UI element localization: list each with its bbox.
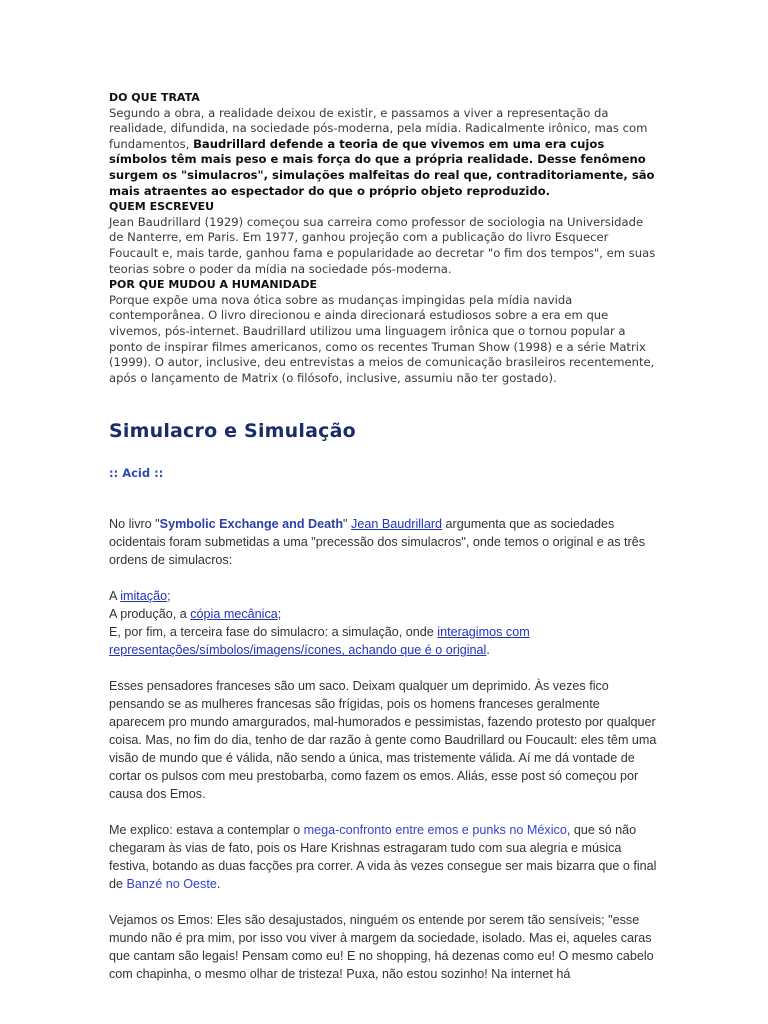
- text: .: [486, 643, 490, 658]
- section-body-quem-escreveu: Jean Baudrillard (1929) começou sua carreira como professor de sociologia na Universidade de Nanterre, em Paris. Em 1977, ganhou projeção com a publicação do livro Esquecer Foucault e, mais tarde, ganhou fama e popularidade ao decretar "o fim dos tempos", em suas teorias sobre o poder da mídia na sociedade pós-moderna.: [109, 214, 656, 276]
- section-bold-text: Baudrillard defende a teoria de que vivemos em uma era cujos símbolos têm mais peso e mais força do que a própria realidade. Desse fenômeno surgem os "simulacros", simulações malfeitas do real que, contraditoriamente, são mais atraentes ao espectador do que o próprio objeto reproduzido.: [109, 136, 655, 198]
- text: .: [216, 877, 221, 892]
- banze-no-oeste-link[interactable]: Banzé no Oeste: [126, 877, 217, 892]
- section-heading-por-que-mudou: POR QUE MUDOU A HUMANIDADE: [109, 278, 317, 292]
- paragraph-pensadores: Esses pensadores franceses são um saco. Deixam qualquer um deprimido. Às vezes fico pensando se as mulheres francesas são frígidas, pois os homens franceses geralmente aparecem pro mundo amargurados, mal-humorados e pessimistas, fazendo protesto por qualquer coisa. Mas, no fim do dia, tenho de dar razão à gente como Baudrillard ou Foucault: eles têm uma visão de mundo que é válida, não sendo a única, mas tristemente válida. Aí me dá vontade de cortar os pulsos com meu prestobarba, como fazem os emos. Aliás, esse post só começou por causa dos Emos.: [109, 679, 657, 802]
- post-author: :: Acid ::: [109, 466, 164, 481]
- section-text: Segundo a obra, a realidade deixou de existir, e passamos a viver a representação da realidade, difundida, na sociedade pós-moderna, pela mídia. Radicalmente irônico, mas com fundamentos,: [109, 105, 648, 151]
- author-link[interactable]: Jean Baudrillard: [351, 517, 443, 532]
- post-title: Simulacro e Simulação: [109, 420, 356, 443]
- paragraph-emos: Vejamos os Emos: Eles são desajustados, ninguém os entende por serem tão sensíveis; "esse mundo não é pra mim, por isso vou viver à margem da sociedade, isolado. Mas ei, aqueles caras que cantam são legais! Pensam como eu! E no shopping, há dezenas como eu! O mesmo cabelo com chapinha, o mesmo olhar de tristeza! Puxa, não estou sozinho! Na internet há: [109, 913, 654, 982]
- mega-confronto-link[interactable]: mega-confronto entre emos e punks no México: [303, 823, 567, 838]
- book-title: Symbolic Exchange and Death: [159, 517, 344, 532]
- text: ;: [277, 607, 282, 622]
- text: , que só não chegaram às vias de fato, pois os Hare Krishnas estragaram tudo com sua alegria e música festiva, botando as duas facções pra correr. A vida às vezes consegue ser mais bizarra que o final de: [109, 823, 657, 892]
- copia-mecanica-link[interactable]: cópia mecânica: [190, 607, 278, 622]
- text: A produção, a: [109, 607, 191, 622]
- paragraph-explico: [109, 821, 659, 893]
- section-body-do-que-trata: [109, 106, 659, 200]
- section-heading-quem-escreveu: QUEM ESCREVEU: [109, 200, 215, 214]
- paragraph-intro: [109, 515, 659, 569]
- imitacao-link[interactable]: imitação: [120, 589, 168, 604]
- text: A: [109, 589, 121, 604]
- paragraph-orders: [109, 587, 659, 659]
- document-page: [109, 90, 659, 983]
- section-heading-do-que-trata: DO QUE TRATA: [109, 91, 200, 104]
- text: ": [343, 517, 352, 532]
- blog-post: [109, 420, 659, 983]
- book-summary: [109, 90, 659, 386]
- section-body-por-que-mudou: Porque expõe uma nova ótica sobre as mudanças impingidas pela mídia navida contemporânea. O livro direcionou e ainda direcionará estudiosos sobre a era em que vivemos, pós-internet. Baudrillard utilizou uma linguagem irônica que o tornou popular a ponto de inspirar filmes americanos, como os recentes Truman Show (1998) e a série Matrix (1999). O autor, inclusive, deu entrevistas a meios de comunicação brasileiros recentemente, após o lançamento de Matrix (o filósofo, inclusive, assumiu não ter gostado).: [109, 292, 655, 385]
- interagimos-link[interactable]: interagimos com representações/símbolos/imagens/ícones, achando que é o original: [109, 625, 530, 658]
- text: Me explico: estava a contemplar o: [109, 823, 304, 838]
- text: argumenta que as sociedades ocidentais foram submetidas a uma "precessão dos simulacros", onde temos o original e as três ordens de simulacros:: [109, 517, 646, 568]
- text: ;: [167, 589, 171, 604]
- text: E, por fim, a terceira fase do simulacro: a simulação, onde: [109, 625, 438, 640]
- text: No livro ": [109, 517, 160, 532]
